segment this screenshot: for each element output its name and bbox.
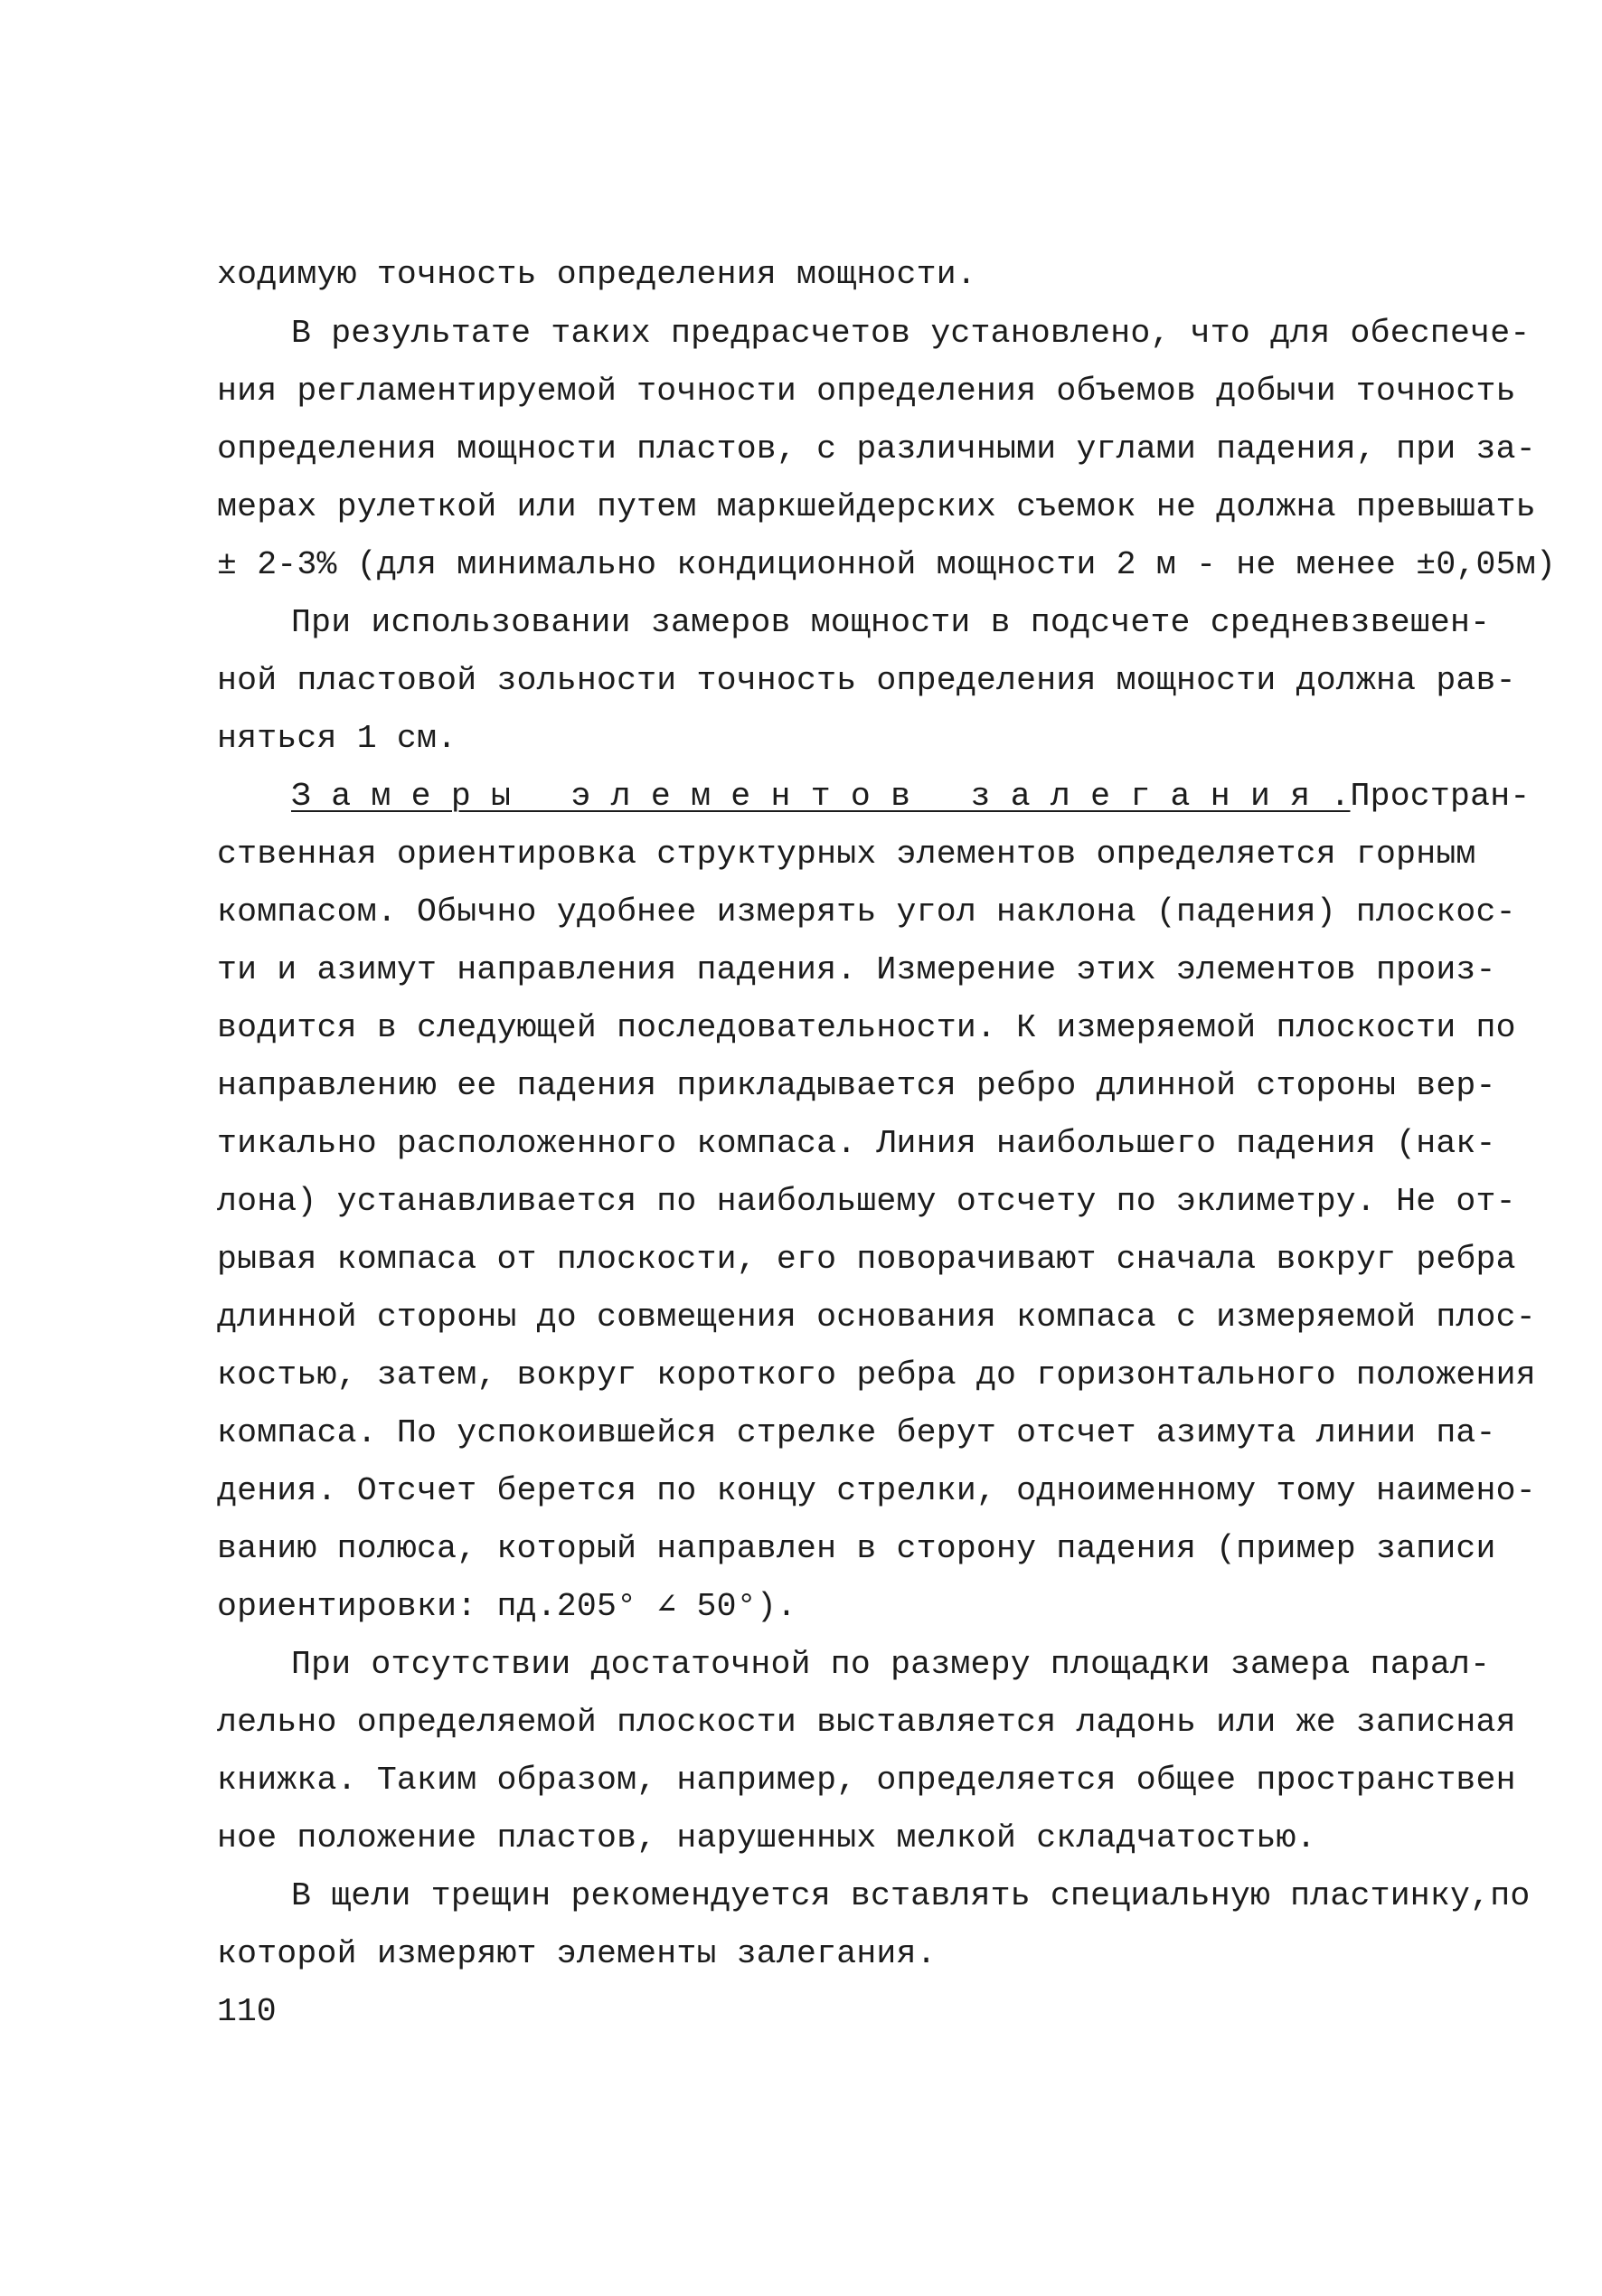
text-line: В результате таких предрасчетов установлено, что для обеспече- bbox=[291, 315, 1531, 352]
text-line: ориентировки: пд.205° ∠ 50°). bbox=[217, 1588, 797, 1625]
text-line: тикально расположенного компаса. Линия наибольшего падения (нак- bbox=[217, 1125, 1496, 1162]
text-line: ± 2-3% (для минимально кондиционной мощности 2 м - не менее ±0,05м) bbox=[217, 546, 1556, 583]
text-line: компаса. По успокоившейся стрелке берут отсчет азимута линии па- bbox=[217, 1414, 1496, 1451]
text-line: ной пластовой зольности точность определения мощности должна рав- bbox=[217, 662, 1516, 699]
page-number: 110 bbox=[217, 1993, 277, 2030]
text-line: ственная ориентировка структурных элементов определяется горным bbox=[217, 836, 1476, 873]
text-line: направлению ее падения прикладывается ребро длинной стороны вер- bbox=[217, 1067, 1496, 1104]
text-line: которой измеряют элементы залегания. bbox=[217, 1935, 937, 1972]
text-line: В щели трещин рекомендуется вставлять специальную пластинку,по bbox=[291, 1877, 1531, 1914]
text-line: ния регламентируемой точности определения объемов добычи точность bbox=[217, 373, 1516, 410]
text-line: лона) устанавливается по наибольшему отсчету по эклиметру. Не от- bbox=[217, 1183, 1516, 1220]
text-line: ти и азимут направления падения. Измерение этих элементов произ- bbox=[217, 951, 1496, 988]
text-line: компасом. Обычно удобнее измерять угол наклона (падения) плоскос- bbox=[217, 893, 1516, 931]
text-line: лельно определяемой плоскости выставляется ладонь или же записная bbox=[217, 1704, 1516, 1741]
text-line: ное положение пластов, нарушенных мелкой складчатостью. bbox=[217, 1819, 1316, 1857]
text-line: водится в следующей последовательности. К измеряемой плоскости по bbox=[217, 1009, 1516, 1046]
heading-continuation: Простран- bbox=[1350, 778, 1531, 815]
text-line: дения. Отсчет берется по концу стрелки, одноименному тому наимено- bbox=[217, 1472, 1536, 1509]
text-line: костью, затем, вокруг короткого ребра до горизонтального положения bbox=[217, 1356, 1536, 1394]
text-line: ванию полюса, который направлен в сторону падения (пример записи bbox=[217, 1530, 1496, 1567]
text-line: няться 1 см. bbox=[217, 720, 457, 757]
text-line: длинной стороны до совмещения основания компаса с измеряемой плос- bbox=[217, 1299, 1536, 1336]
text-line: При отсутствии достаточной по размеру площадки замера парал- bbox=[291, 1646, 1491, 1683]
text-line: При использовании замеров мощности в подсчете средневзвешен- bbox=[291, 604, 1491, 641]
text-line: определения мощности пластов, с различными углами падения, при за- bbox=[217, 430, 1536, 468]
text-line: рывая компаса от плоскости, его поворачивают сначала вокруг ребра bbox=[217, 1241, 1516, 1278]
section-heading: З а м е р ы э л е м е н т о в з а л е г а н и я . bbox=[291, 778, 1351, 815]
section-heading-line bbox=[291, 779, 1530, 815]
text-line: мерах рулеткой или путем маркшейдерских съемок не должна превышать bbox=[217, 488, 1536, 525]
text-line: книжка. Таким образом, например, определяется общее пространствен bbox=[217, 1762, 1516, 1799]
text-line: ходимую точность определения мощности. bbox=[217, 256, 976, 293]
